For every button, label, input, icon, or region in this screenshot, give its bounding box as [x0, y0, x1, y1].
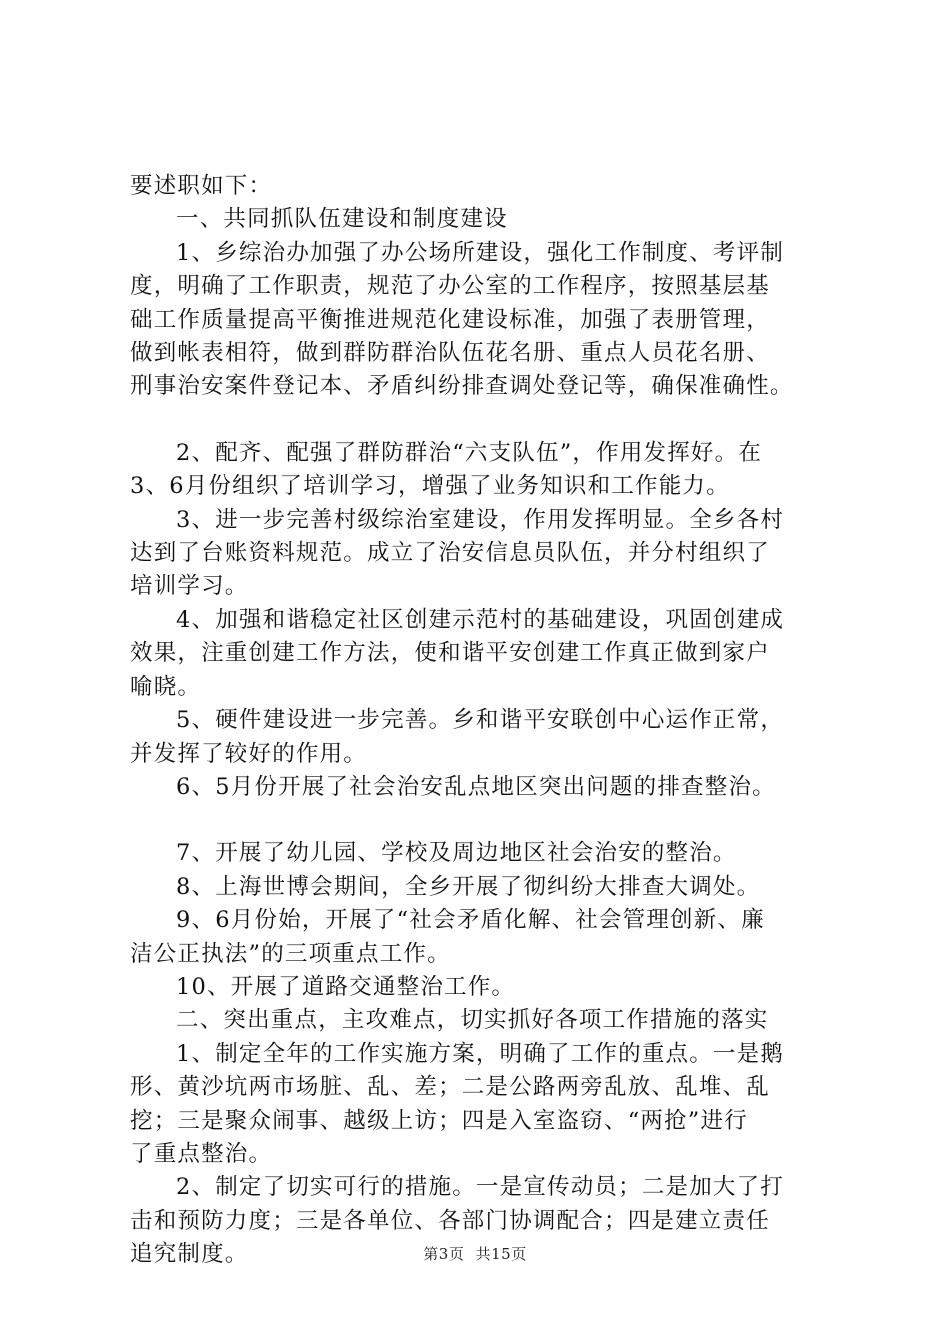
text-line: 了重点整治。: [130, 1140, 273, 1167]
text-line: 击和预防力度；三是各单位、各部门协调配合；四是建立责任: [130, 1207, 770, 1234]
text-line: 10、开展了道路交通整治工作。: [176, 973, 516, 1000]
text-line: 1、制定全年的工作实施方案，明确了工作的重点。一是鹅: [176, 1040, 785, 1067]
text-line: 做到帐表相符，做到群防群治队伍花名册、重点人员花名册、: [130, 340, 770, 367]
text-line: 形、黄沙坑两市场脏、乱、差；二是公路两旁乱放、乱堆、乱: [130, 1074, 770, 1101]
paragraph-gap: [130, 404, 842, 437]
text-line: 3、6月份组织了培训学习，增强了业务知识和工作能力。: [130, 473, 730, 500]
text-line: 挖；三是聚众闹事、越级上访；四是入室盗窃、“两抢”进行: [130, 1107, 748, 1134]
text-line: 5、硬件建设进一步完善。乡和谐平安联创中心运作正常，: [176, 707, 785, 734]
page-footer: [0, 1243, 950, 1264]
document-body: [130, 170, 842, 1272]
paragraph-gap: [130, 804, 842, 837]
text-line: 洁公正执法”的三项重点工作。: [130, 940, 451, 967]
text-line: 4、加强和谐稳定社区创建示范村的基础建设，巩固创建成: [176, 606, 785, 633]
text-line: 7、开展了幼儿园、学校及周边地区社会治安的整治。: [176, 840, 737, 867]
text-line: 8、上海世博会期间，全乡开展了彻纠纷大排查大调处。: [176, 873, 761, 900]
text-line: 效果，注重创建工作方法，使和谐平安创建工作真正做到家户: [130, 640, 770, 667]
text-line: 1、乡综治办加强了办公场所建设，强化工作制度、考评制: [176, 239, 785, 266]
text-line: 度，明确了工作职责，规范了办公室的工作程序，按照基层基: [130, 273, 770, 300]
text-line: 2、配齐、配强了群防群治“六支队伍”，作用发挥好。在: [176, 439, 763, 466]
text-line: 3、进一步完善村级综治室建设，作用发挥明显。全乡各村: [176, 506, 785, 533]
text-line: 追究制度。: [130, 1241, 249, 1268]
section-heading-1: 一、共同抓队伍建设和制度建设: [176, 206, 508, 233]
page-number: 第3页: [423, 1245, 465, 1263]
page-total: 共15页: [475, 1245, 527, 1263]
text-line: 6、5月份开展了社会治安乱点地区突出问题的排查整治。: [176, 773, 776, 800]
text-line: 刑事治安案件登记本、矛盾纠纷排查调处登记等，确保准确性。: [130, 373, 794, 400]
text-line: 并发挥了较好的作用。: [130, 740, 368, 767]
text-line: 要述职如下：: [130, 173, 273, 199]
text-line: 培训学习。: [130, 573, 249, 600]
text-line: 9、6月份始，开展了“社会矛盾化解、社会管理创新、廉: [176, 907, 765, 934]
text-line: 2、制定了切实可行的措施。一是宣传动员；二是加大了打: [176, 1174, 785, 1201]
text-line: 喻晓。: [130, 673, 202, 700]
text-line: 达到了台账资料规范。成立了治安信息员队伍，并分村组织了: [130, 540, 770, 567]
section-heading-2: 二、突出重点，主攻难点，切实抓好各项工作措施的落实: [176, 1007, 769, 1034]
text-line: 础工作质量提高平衡推进规范化建设标准，加强了表册管理，: [130, 306, 770, 333]
